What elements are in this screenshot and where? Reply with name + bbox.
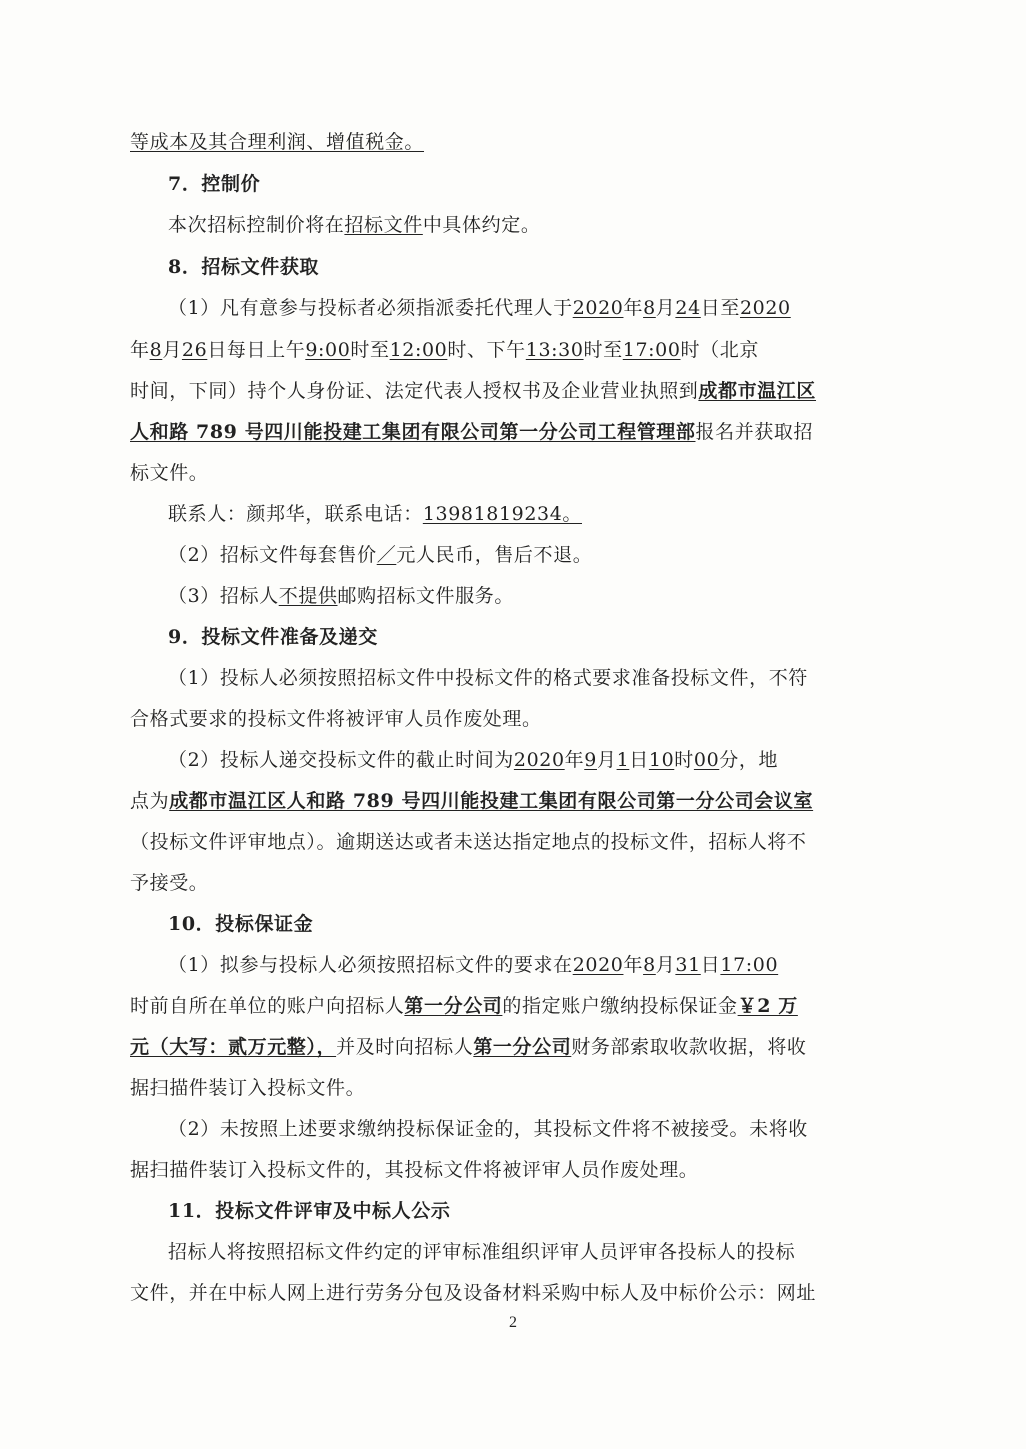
- text-span: 分，地: [719, 749, 779, 771]
- underlined-text: 10: [648, 749, 675, 771]
- underlined-text: 不提供: [278, 585, 338, 607]
- text-span: 的指定账户缴纳投标保证金: [502, 995, 738, 1017]
- section-8-heading: 8．招标文件获取: [168, 256, 320, 278]
- underlined-text: 8: [149, 339, 163, 361]
- text-span: 时: [674, 749, 694, 771]
- text-span: 报名并获取招: [695, 421, 814, 443]
- underlined-text: 17:00: [720, 954, 779, 976]
- paragraph-line: [168, 582, 906, 610]
- section-7-heading: 7．控制价: [168, 173, 261, 195]
- paragraph-line: [168, 746, 906, 774]
- text-span: 日: [629, 749, 649, 771]
- underlined-text: 元（大写：贰万元整），: [130, 1036, 337, 1058]
- paragraph-line: 文件，并在中标人网上进行劳务分包及设备材料采购中标人及中标价公示：网址: [130, 1282, 817, 1304]
- paragraph-line: （1）投标人必须按照招标文件中投标文件的格式要求准备投标文件，不符: [168, 667, 808, 689]
- paragraph-line: [168, 541, 906, 569]
- text-span: 联系人：颜邦华，联系电话：: [168, 503, 423, 525]
- underlined-text: 9: [584, 749, 597, 771]
- text-span: 等成本及其合理利润、增值税金。: [130, 131, 425, 153]
- paragraph-line: [130, 336, 906, 364]
- paragraph-line: 合格式要求的投标文件将被评审人员作废处理。: [130, 708, 542, 730]
- paragraph-line: （2）未按照上述要求缴纳投标保证金的，其投标文件将不被接受。未将收: [168, 1118, 808, 1140]
- section-10-heading: 10．投标保证金: [168, 913, 314, 935]
- underlined-text: 17:00: [622, 339, 681, 361]
- contact-phone: 13981819234。: [422, 503, 582, 525]
- paragraph-line: [168, 211, 906, 239]
- text-span: 时前自所在单位的账户向招标人: [130, 995, 405, 1017]
- paragraph-line: [130, 418, 906, 446]
- paragraph-line: 据扫描件装订入投标文件的，其投标文件将被评审人员作废处理。: [130, 1159, 699, 1181]
- text-span: 元人民币，售后不退。: [396, 544, 593, 566]
- text-span: （3）招标人: [168, 585, 279, 607]
- section-11-heading: 11．投标文件评审及中标人公示: [168, 1200, 451, 1222]
- paragraph-line: [130, 992, 906, 1020]
- underlined-text: 12:00: [389, 339, 448, 361]
- underlined-text: 2020: [739, 297, 791, 319]
- paragraph-line: [130, 787, 906, 815]
- underlined-text: 2020: [572, 954, 624, 976]
- text-span: 时至: [350, 339, 390, 361]
- text-span: 本次招标控制价将在: [168, 214, 345, 236]
- text-span: （1）凡有意参与投标者必须指派委托代理人于: [168, 297, 573, 319]
- text-span: 日: [700, 954, 721, 976]
- text-span: 时至: [583, 339, 623, 361]
- underlined-text: 成都市温江区: [698, 380, 817, 402]
- underlined-text: 8: [643, 954, 656, 976]
- underlined-text: 24: [675, 297, 701, 319]
- underlined-text: 第一分公司: [404, 995, 503, 1017]
- text-span: 月: [655, 297, 676, 319]
- paragraph-line: [168, 294, 906, 322]
- text-span: 日每日上午: [207, 339, 306, 361]
- text-span: 月: [655, 954, 676, 976]
- text-span: 月: [596, 749, 617, 771]
- text-span: 标文件。: [130, 462, 209, 484]
- underlined-text: 8: [643, 297, 656, 319]
- underlined-text: 成都市温江区人和路 789 号四川能投建工集团有限公司第一分公司会议室: [169, 790, 814, 812]
- underlined-text: 26: [181, 339, 208, 361]
- underlined-text: 13:30: [525, 339, 584, 361]
- text-span: 并及时向招标人: [336, 1036, 474, 1058]
- text-span: 点为: [130, 790, 170, 812]
- paragraph-line: 招标人将按照招标文件约定的评审标准组织评审人员评审各投标人的投标: [168, 1241, 796, 1263]
- text-span: （2）投标人递交投标文件的截止时间为: [168, 749, 514, 771]
- text-span: 年: [130, 339, 150, 361]
- underlined-text: 2020: [513, 749, 565, 771]
- text-span: 日至: [700, 297, 740, 319]
- text-span: （2）招标文件每套售价: [168, 544, 377, 566]
- paragraph-line: [130, 459, 906, 487]
- underlined-text: 人和路 789 号四川能投建工集团有限公司第一分公司工程管理部: [130, 421, 696, 443]
- text-span: 时、下午: [447, 339, 526, 361]
- underlined-text: 第一分公司: [473, 1036, 572, 1058]
- underlined-text: 2020: [572, 297, 624, 319]
- text-span: 时（北京: [680, 339, 759, 361]
- paragraph-line: [130, 128, 906, 156]
- paragraph-line: （投标文件评审地点）。逾期送达或者未送达指定地点的投标文件，招标人将不: [130, 831, 807, 853]
- underlined-text: 1: [616, 749, 630, 771]
- text-span: （1）拟参与投标人必须按照招标文件的要求在: [168, 954, 573, 976]
- page-number: 2: [509, 1314, 517, 1331]
- underlined-text: 00: [693, 749, 720, 771]
- underlined-text: 9:00: [305, 339, 351, 361]
- text-span: 中具体约定。: [422, 214, 541, 236]
- contact-line: [168, 500, 906, 528]
- underlined-text: ￥2 万: [737, 995, 798, 1017]
- text-span: 年: [623, 297, 644, 319]
- underlined-text: 招标文件: [344, 214, 423, 236]
- paragraph-line: [130, 377, 906, 405]
- paragraph-line: [130, 1033, 906, 1061]
- paragraph-line: [168, 951, 906, 979]
- underlined-text: 31: [675, 954, 701, 976]
- text-span: 时间，下同）持个人身份证、法定代表人授权书及企业营业执照到: [130, 380, 699, 402]
- underlined-text: ／: [376, 544, 397, 566]
- paragraph-line: 予接受。: [130, 872, 209, 894]
- text-span: 月: [162, 339, 182, 361]
- section-9-heading: 9．投标文件准备及递交: [168, 626, 378, 648]
- text-span: 邮购招标文件服务。: [337, 585, 514, 607]
- text-span: 年: [564, 749, 585, 771]
- text-span: 年: [623, 954, 644, 976]
- text-span: 财务部索取收款收据，将收: [571, 1036, 807, 1058]
- paragraph-line: 据扫描件装订入投标文件。: [130, 1077, 366, 1099]
